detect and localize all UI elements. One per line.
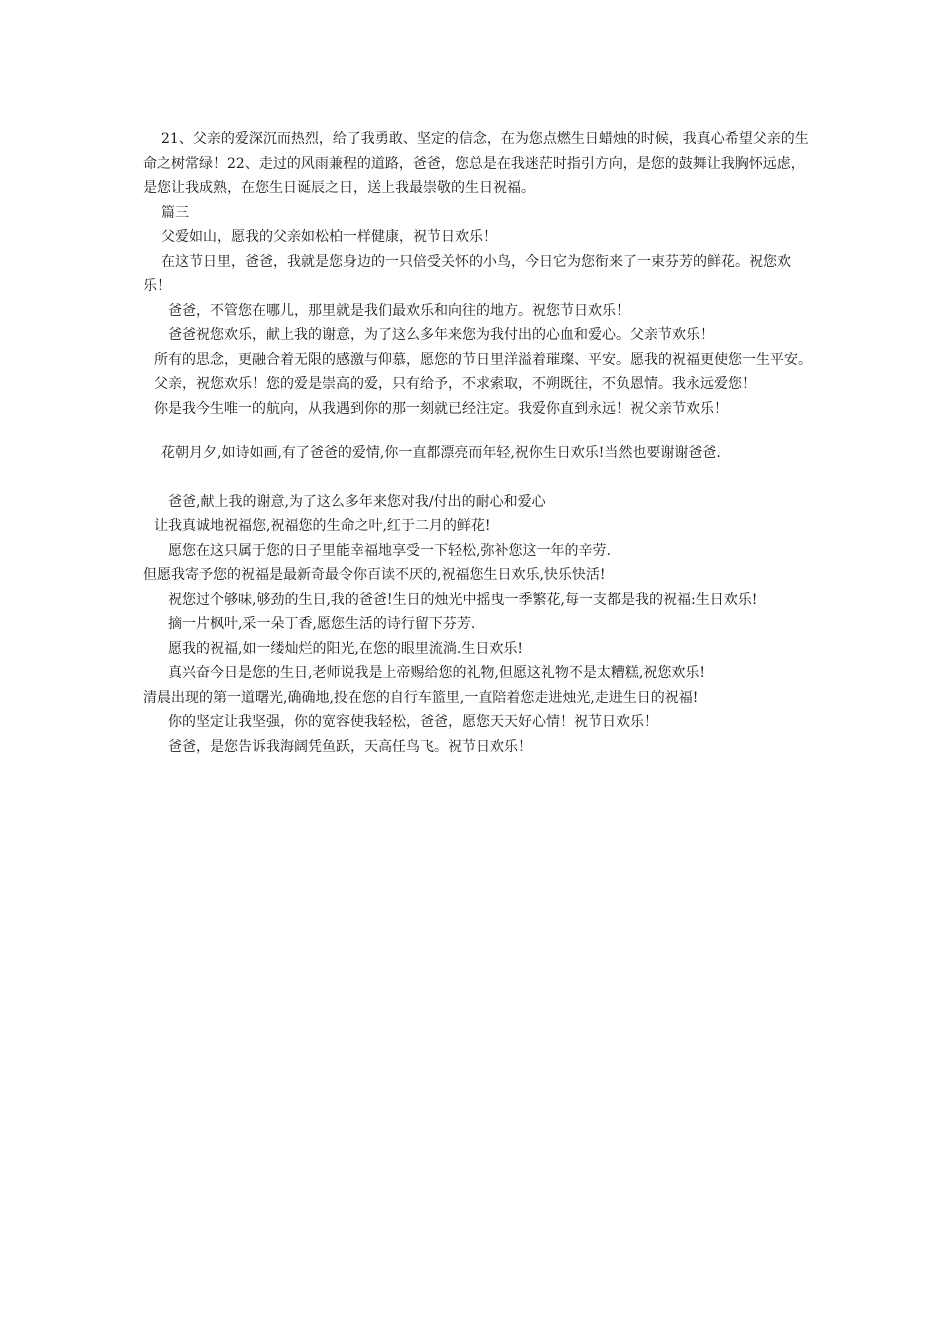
paragraph: 花朝月夕,如诗如画,有了爸爸的爱情,你一直都漂亮而年轻,祝你生日欢乐!当然也要谢谢爸爸. — [161, 445, 721, 461]
blank-line — [143, 421, 815, 441]
paragraph: 摘一片枫叶,采一朵丁香,愿您生活的诗行留下芬芳. — [168, 616, 476, 632]
paragraph: 你是我今生唯一的航向，从我遇到你的那一刻就已经注定。我爱你直到永远！祝父亲节欢乐！ — [154, 400, 728, 417]
document-body — [143, 127, 815, 759]
paragraph: 在这节日里，爸爸，我就是您身边的一只倍受关怀的小鸟，今日它为您衔来了一束芬芳的鲜花。祝您欢乐！ — [143, 253, 791, 294]
paragraph: 让我真诚地祝福您,祝福您的生命之叶,红于二月的鲜花! — [154, 518, 491, 534]
paragraph: 你的坚定让我坚强，你的宽容使我轻松，爸爸，愿您天天好心情！祝节日欢乐！ — [168, 714, 658, 730]
paragraph: 爸爸，是您告诉我海阔凭鱼跃，天高任鸟飞。祝节日欢乐！ — [168, 738, 532, 755]
paragraph: 清晨出现的第一道曙光,确确地,投在您的自行车篮里,一直陪着您走进烛光,走进生日的祝福! — [143, 689, 699, 706]
paragraph: 父亲，祝您欢乐！您的爱是崇高的爱，只有给予，不求索取，不朔既往，不负恩情。我永远爱您！ — [154, 376, 756, 392]
paragraph: 爸爸,献上我的谢意,为了这么多年来您对我/付出的耐心和爱心 — [168, 493, 546, 510]
paragraph: 父爱如山，愿我的父亲如松柏一样健康，祝节日欢乐！ — [161, 229, 497, 245]
paragraph: 爸爸祝您欢乐，献上我的谢意，为了这么多年来您为我付出的心血和爱心。父亲节欢乐！ — [168, 327, 714, 343]
section-heading: 篇三 — [161, 204, 189, 221]
paragraph: 愿您在这只属于您的日子里能幸福地享受一下轻松,弥补您这一年的辛劳. — [168, 542, 611, 559]
paragraph: 但愿我寄予您的祝福是最新奇最令你百读不厌的,祝福您生日欢乐,快乐快活! — [143, 567, 606, 583]
paragraph: 21、父亲的爱深沉而热烈，给了我勇敢、坚定的信念，在为您点燃生日蜡烛的时候，我真心希望父亲的生命之树常绿！22、走过的风雨兼程的道路，爸爸，您总是在我迷茫时指引方向，是您的鼓舞让我胸怀远虑，是您让我成熟，在您生日诞辰之日，送上我最崇敬的生日祝福。 — [143, 131, 809, 196]
paragraph-group-c — [143, 490, 815, 760]
paragraph-group-a — [143, 127, 815, 421]
paragraph: 愿我的祝福,如一缕灿烂的阳光,在您的眼里流淌.生日欢乐! — [168, 640, 523, 657]
paragraph: 祝您过个够味,够劲的生日,我的爸爸!生日的烛光中摇曳一季繁花,每一支都是我的祝福:生日欢乐! — [168, 591, 758, 608]
paragraph: 爸爸，不管您在哪儿，那里就是我们最欢乐和向往的地方。祝您节日欢乐！ — [168, 302, 630, 319]
paragraph: 所有的思念，更融合着无限的感激与仰慕，愿您的节日里洋溢着璀璨、平安。愿我的祝福更使您一生平安。 — [154, 351, 812, 368]
blank-line — [143, 466, 815, 490]
paragraph: 真兴奋今日是您的生日,老师说我是上帝赐给您的礼物,但愿这礼物不是太糟糕,祝您欢乐! — [168, 665, 705, 681]
